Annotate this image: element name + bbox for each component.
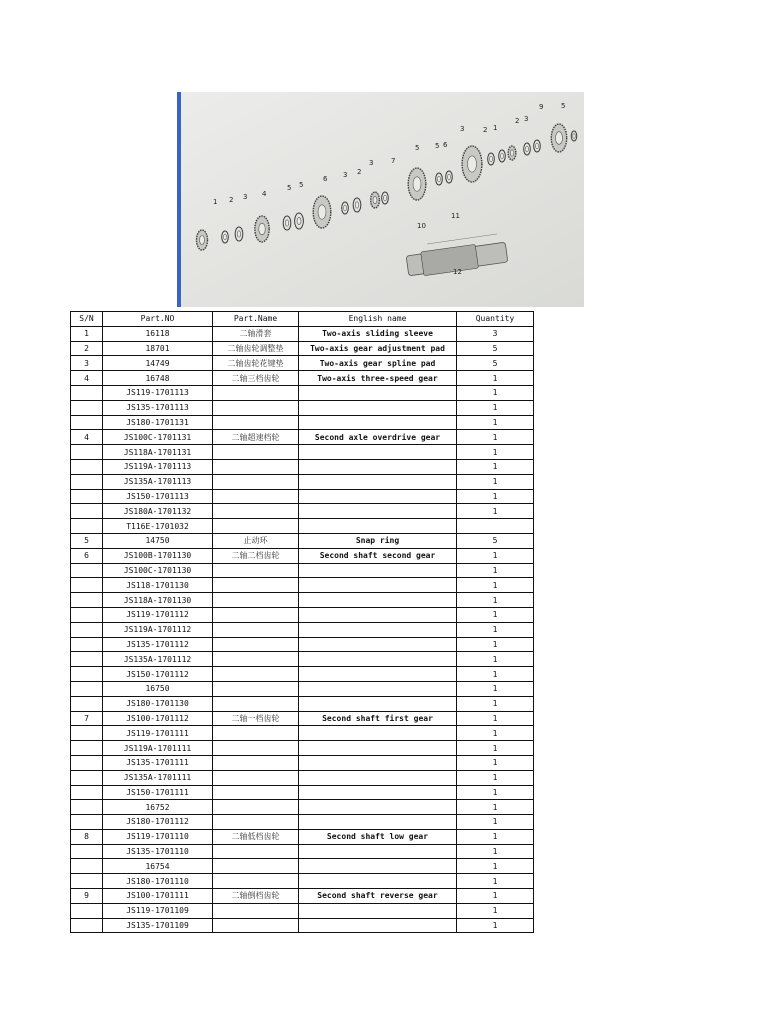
table-row [71, 918, 534, 933]
callout-number: 3 [524, 115, 529, 123]
table-row [71, 755, 534, 770]
part-no-cell: 16118 [103, 326, 213, 341]
table-row [71, 889, 534, 904]
sn-cell: 5 [71, 533, 103, 548]
part-name-cell: 止动环 [213, 533, 299, 548]
part-name-cell: 二轴二档齿轮 [213, 548, 299, 563]
part-name-cell [213, 726, 299, 741]
col-header-part-name: Part.Name [213, 312, 299, 327]
part-no-cell: JS150-1701111 [103, 785, 213, 800]
english-name-cell [299, 622, 457, 637]
english-name-cell [299, 400, 457, 415]
part-name-cell [213, 681, 299, 696]
quantity-cell: 1 [457, 474, 534, 489]
part-no-cell: 16752 [103, 800, 213, 815]
table-row [71, 371, 534, 386]
quantity-cell: 1 [457, 637, 534, 652]
sn-cell [71, 415, 103, 430]
part-no-cell: JS100-1701111 [103, 889, 213, 904]
part-no-cell: JS135-1701110 [103, 844, 213, 859]
part-name-cell [213, 874, 299, 889]
callout-number: 4 [262, 190, 267, 198]
part-name-cell [213, 696, 299, 711]
quantity-cell: 1 [457, 800, 534, 815]
part-name-cell [213, 519, 299, 534]
table-row [71, 563, 534, 578]
callout-number: 2 [483, 126, 488, 134]
part-no-cell: JS135-1701109 [103, 918, 213, 933]
english-name-cell [299, 489, 457, 504]
english-name-cell [299, 726, 457, 741]
sn-cell [71, 400, 103, 415]
callout-number: 2 [515, 117, 520, 125]
table-body [71, 326, 534, 933]
part-name-cell [213, 815, 299, 830]
table-row [71, 903, 534, 918]
part-name-cell: 二轴一档齿轮 [213, 711, 299, 726]
english-name-cell: Two-axis three-speed gear [299, 371, 457, 386]
english-name-cell: Two-axis sliding sleeve [299, 326, 457, 341]
table-row [71, 548, 534, 563]
quantity-cell: 1 [457, 770, 534, 785]
english-name-cell [299, 474, 457, 489]
part-name-cell: 二轴齿轮花键垫 [213, 356, 299, 371]
quantity-cell: 1 [457, 459, 534, 474]
part-name-cell: 二轴三档齿轮 [213, 371, 299, 386]
quantity-cell: 5 [457, 356, 534, 371]
sn-cell [71, 578, 103, 593]
english-name-cell: Two-axis gear adjustment pad [299, 341, 457, 356]
table-row [71, 874, 534, 889]
quantity-cell: 1 [457, 400, 534, 415]
table-row [71, 489, 534, 504]
part-no-cell: JS119-1701110 [103, 829, 213, 844]
part-name-cell [213, 415, 299, 430]
part-no-cell: JS119-1701111 [103, 726, 213, 741]
gear [255, 216, 269, 242]
english-name-cell [299, 652, 457, 667]
table-row [71, 607, 534, 622]
table-row [71, 696, 534, 711]
col-header-english-name: English name [299, 312, 457, 327]
quantity-cell: 1 [457, 681, 534, 696]
quantity-cell: 1 [457, 903, 534, 918]
sn-cell [71, 815, 103, 830]
english-name-cell [299, 874, 457, 889]
english-name-cell: Second shaft reverse gear [299, 889, 457, 904]
english-name-cell: Second shaft second gear [299, 548, 457, 563]
callout-number: 5 [561, 102, 566, 110]
part-name-cell [213, 652, 299, 667]
english-name-cell [299, 607, 457, 622]
part-name-cell [213, 593, 299, 608]
callout-number: 7 [391, 157, 396, 165]
sn-cell [71, 844, 103, 859]
quantity-cell: 1 [457, 489, 534, 504]
sn-cell: 9 [71, 889, 103, 904]
diagram-background [177, 92, 584, 307]
part-no-cell: JS180-1701130 [103, 696, 213, 711]
callout-number: 6 [443, 141, 448, 149]
callout-number: 2 [229, 196, 234, 204]
callout-number: 6 [323, 175, 328, 183]
part-name-cell [213, 903, 299, 918]
part-no-cell: JS100C-1701131 [103, 430, 213, 445]
table-header-row [71, 312, 534, 327]
english-name-cell [299, 741, 457, 756]
quantity-cell: 1 [457, 859, 534, 874]
part-name-cell [213, 637, 299, 652]
gear [408, 168, 426, 200]
table-row [71, 800, 534, 815]
part-no-cell: 16754 [103, 859, 213, 874]
part-name-cell [213, 918, 299, 933]
sn-cell [71, 504, 103, 519]
sn-cell [71, 459, 103, 474]
english-name-cell: Snap ring [299, 533, 457, 548]
part-name-cell [213, 755, 299, 770]
quantity-cell: 1 [457, 445, 534, 460]
table-row [71, 652, 534, 667]
part-no-cell: JS119A-1701113 [103, 459, 213, 474]
part-name-cell [213, 785, 299, 800]
quantity-cell: 5 [457, 533, 534, 548]
part-no-cell: JS119-1701109 [103, 903, 213, 918]
part-no-cell: JS118-1701130 [103, 578, 213, 593]
part-no-cell: 14750 [103, 533, 213, 548]
quantity-cell: 1 [457, 918, 534, 933]
sn-cell [71, 741, 103, 756]
quantity-cell: 1 [457, 593, 534, 608]
table-row [71, 445, 534, 460]
english-name-cell [299, 770, 457, 785]
part-no-cell: JS118A-1701131 [103, 445, 213, 460]
table-row [71, 519, 534, 534]
english-name-cell: Two-axis gear spline pad [299, 356, 457, 371]
sn-cell [71, 652, 103, 667]
english-name-cell [299, 815, 457, 830]
table-row [71, 533, 534, 548]
part-name-cell [213, 504, 299, 519]
parts-table [70, 311, 534, 933]
english-name-cell [299, 918, 457, 933]
english-name-cell: Second shaft low gear [299, 829, 457, 844]
callout-number: 3 [243, 193, 248, 201]
quantity-cell: 1 [457, 844, 534, 859]
part-no-cell: JS135A-1701113 [103, 474, 213, 489]
part-name-cell [213, 563, 299, 578]
sn-cell [71, 385, 103, 400]
quantity-cell: 1 [457, 726, 534, 741]
part-name-cell [213, 844, 299, 859]
callout-number: 3 [369, 159, 374, 167]
english-name-cell [299, 859, 457, 874]
sn-cell: 6 [71, 548, 103, 563]
sn-cell [71, 445, 103, 460]
part-no-cell: JS180A-1701132 [103, 504, 213, 519]
quantity-cell: 1 [457, 563, 534, 578]
quantity-cell: 1 [457, 667, 534, 682]
table-row [71, 415, 534, 430]
quantity-cell: 1 [457, 430, 534, 445]
english-name-cell [299, 637, 457, 652]
part-no-cell: 16750 [103, 681, 213, 696]
english-name-cell [299, 415, 457, 430]
part-no-cell: 18701 [103, 341, 213, 356]
callout-number: 9 [539, 103, 544, 111]
sn-cell: 3 [71, 356, 103, 371]
col-header-part-no: Part.NO [103, 312, 213, 327]
diagram-drawing [177, 92, 584, 307]
table-row [71, 430, 534, 445]
table-row [71, 341, 534, 356]
part-no-cell: JS135A-1701111 [103, 770, 213, 785]
table-row [71, 711, 534, 726]
english-name-cell [299, 504, 457, 519]
sn-cell: 7 [71, 711, 103, 726]
quantity-cell: 5 [457, 341, 534, 356]
sn-cell [71, 696, 103, 711]
english-name-cell: Second axle overdrive gear [299, 430, 457, 445]
gear [313, 196, 331, 228]
part-no-cell: 16748 [103, 371, 213, 386]
sn-cell [71, 667, 103, 682]
part-no-cell: JS135-1701111 [103, 755, 213, 770]
english-name-cell [299, 459, 457, 474]
part-name-cell [213, 607, 299, 622]
sn-cell [71, 726, 103, 741]
quantity-cell: 1 [457, 548, 534, 563]
sn-cell: 2 [71, 341, 103, 356]
table-row [71, 400, 534, 415]
table-row [71, 667, 534, 682]
part-no-cell: JS118A-1701130 [103, 593, 213, 608]
table-row [71, 578, 534, 593]
part-no-cell: JS135-1701112 [103, 637, 213, 652]
quantity-cell: 1 [457, 371, 534, 386]
quantity-cell: 1 [457, 711, 534, 726]
english-name-cell [299, 385, 457, 400]
callout-number: 5 [415, 144, 420, 152]
part-no-cell: 14749 [103, 356, 213, 371]
part-no-cell: JS135-1701113 [103, 400, 213, 415]
part-no-cell: JS100C-1701130 [103, 563, 213, 578]
english-name-cell [299, 563, 457, 578]
table-row [71, 726, 534, 741]
exploded-gear-diagram [177, 92, 584, 307]
col-header-quantity: Quantity [457, 312, 534, 327]
part-no-cell: JS180-1701110 [103, 874, 213, 889]
quantity-cell: 1 [457, 578, 534, 593]
callout-number: 3 [460, 125, 465, 133]
sn-cell [71, 519, 103, 534]
part-no-cell: JS135A-1701112 [103, 652, 213, 667]
sn-cell [71, 489, 103, 504]
quantity-cell: 1 [457, 622, 534, 637]
table-row [71, 681, 534, 696]
table-header [71, 312, 534, 327]
sn-cell [71, 859, 103, 874]
part-no-cell: JS180-1701131 [103, 415, 213, 430]
gear [197, 230, 208, 250]
english-name-cell [299, 667, 457, 682]
english-name-cell [299, 785, 457, 800]
part-no-cell: JS119A-1701111 [103, 741, 213, 756]
part-name-cell: 二轴倒档齿轮 [213, 889, 299, 904]
gear [551, 124, 566, 152]
part-no-cell: T116E-1701032 [103, 519, 213, 534]
part-name-cell [213, 578, 299, 593]
sn-cell [71, 918, 103, 933]
col-header-sn: S/N [71, 312, 103, 327]
quantity-cell: 1 [457, 874, 534, 889]
english-name-cell [299, 593, 457, 608]
sn-cell [71, 755, 103, 770]
part-name-cell [213, 459, 299, 474]
english-name-cell [299, 578, 457, 593]
part-name-cell [213, 400, 299, 415]
part-name-cell [213, 741, 299, 756]
sn-cell: 4 [71, 430, 103, 445]
english-name-cell: Second shaft first gear [299, 711, 457, 726]
quantity-cell: 1 [457, 696, 534, 711]
quantity-cell [457, 519, 534, 534]
part-name-cell [213, 859, 299, 874]
part-no-cell: JS150-1701112 [103, 667, 213, 682]
sn-cell: 4 [71, 371, 103, 386]
sn-cell [71, 770, 103, 785]
sn-cell: 1 [71, 326, 103, 341]
table-row [71, 815, 534, 830]
table-row [71, 356, 534, 371]
sn-cell [71, 681, 103, 696]
quantity-cell: 1 [457, 755, 534, 770]
english-name-cell [299, 696, 457, 711]
sn-cell [71, 637, 103, 652]
quantity-cell: 1 [457, 889, 534, 904]
quantity-cell: 3 [457, 326, 534, 341]
english-name-cell [299, 800, 457, 815]
photo-edge-strip [177, 92, 181, 307]
english-name-cell [299, 755, 457, 770]
gear [462, 146, 482, 182]
part-name-cell: 二轴超速档轮 [213, 430, 299, 445]
part-no-cell: JS150-1701113 [103, 489, 213, 504]
part-name-cell [213, 770, 299, 785]
table-row [71, 622, 534, 637]
part-name-cell [213, 385, 299, 400]
gear [371, 192, 380, 208]
gear [508, 146, 516, 160]
english-name-cell [299, 903, 457, 918]
sn-cell [71, 903, 103, 918]
sn-cell [71, 474, 103, 489]
quantity-cell: 1 [457, 607, 534, 622]
part-name-cell: 二轴滑套 [213, 326, 299, 341]
table-row [71, 770, 534, 785]
quantity-cell: 1 [457, 504, 534, 519]
english-name-cell [299, 844, 457, 859]
callout-number: 12 [453, 268, 462, 276]
quantity-cell: 1 [457, 652, 534, 667]
table-row [71, 785, 534, 800]
table-row [71, 593, 534, 608]
part-no-cell: JS119A-1701112 [103, 622, 213, 637]
quantity-cell: 1 [457, 785, 534, 800]
callout-number: 5 [435, 142, 440, 150]
english-name-cell [299, 445, 457, 460]
table-row [71, 637, 534, 652]
part-name-cell: 二轴低档齿轮 [213, 829, 299, 844]
part-name-cell [213, 474, 299, 489]
sn-cell: 8 [71, 829, 103, 844]
part-name-cell [213, 489, 299, 504]
part-no-cell: JS100-1701112 [103, 711, 213, 726]
quantity-cell: 1 [457, 815, 534, 830]
table-row [71, 859, 534, 874]
part-name-cell [213, 800, 299, 815]
table-row [71, 504, 534, 519]
sn-cell [71, 622, 103, 637]
english-name-cell [299, 681, 457, 696]
quantity-cell: 1 [457, 829, 534, 844]
quantity-cell: 1 [457, 741, 534, 756]
callout-number: 3 [343, 171, 348, 179]
quantity-cell: 1 [457, 415, 534, 430]
part-no-cell: JS119-1701112 [103, 607, 213, 622]
callout-number: 2 [357, 168, 362, 176]
part-no-cell: JS180-1701112 [103, 815, 213, 830]
quantity-cell: 1 [457, 385, 534, 400]
sn-cell [71, 785, 103, 800]
part-no-cell: JS119-1701113 [103, 385, 213, 400]
table-row [71, 844, 534, 859]
sn-cell [71, 874, 103, 889]
part-name-cell [213, 667, 299, 682]
sn-cell [71, 607, 103, 622]
part-no-cell: JS100B-1701130 [103, 548, 213, 563]
part-name-cell [213, 622, 299, 637]
sn-cell [71, 593, 103, 608]
table-row [71, 741, 534, 756]
table-row [71, 459, 534, 474]
part-name-cell [213, 445, 299, 460]
table-row [71, 829, 534, 844]
table-row [71, 326, 534, 341]
callout-number: 5 [299, 181, 304, 189]
sn-cell [71, 800, 103, 815]
callout-number: 5 [287, 184, 292, 192]
english-name-cell [299, 519, 457, 534]
callout-number: 11 [451, 212, 460, 220]
callout-number: 1 [493, 124, 498, 132]
table-row [71, 385, 534, 400]
table-row [71, 474, 534, 489]
callout-number: 1 [213, 198, 218, 206]
callout-number: 10 [417, 222, 426, 230]
sn-cell [71, 563, 103, 578]
part-name-cell: 二轴齿轮调整垫 [213, 341, 299, 356]
